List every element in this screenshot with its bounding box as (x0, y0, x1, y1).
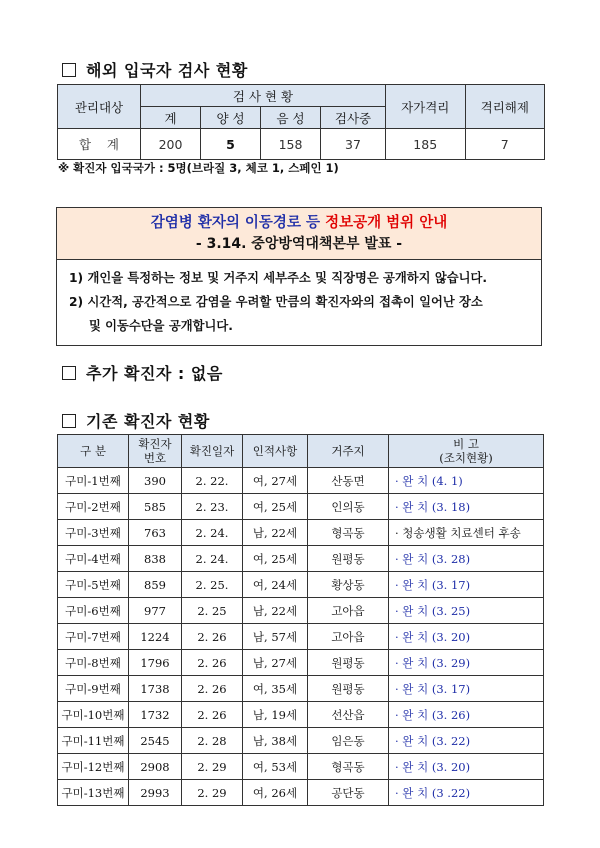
cell-residence: 인의동 (308, 494, 389, 520)
cell-residence: 원평동 (308, 650, 389, 676)
cell-date: 2. 25 (182, 598, 243, 624)
cell-division: 구미-1번째 (58, 468, 129, 494)
cell-residence: 산동면 (308, 468, 389, 494)
cell-number: 1738 (129, 676, 182, 702)
cell-residence: 선산읍 (308, 702, 389, 728)
table-row (58, 780, 544, 806)
header-case-number: 확진자 번호 (129, 435, 182, 468)
table-row (58, 520, 544, 546)
cell-number: 859 (129, 572, 182, 598)
header-residence: 거주지 (308, 435, 389, 468)
cell-negative: 158 (260, 129, 320, 160)
row-label: 합 계 (58, 129, 141, 160)
header-negative: 음 성 (260, 107, 320, 129)
existing-cases-table (57, 434, 544, 806)
header-self-quarantine: 자가격리 (385, 85, 465, 129)
cell-date: 2. 29 (182, 754, 243, 780)
cell-personal: 여, 35세 (243, 676, 308, 702)
cell-residence: 형곡동 (308, 520, 389, 546)
header-positive: 양 성 (201, 107, 261, 129)
notice-item-1: 1) 개인을 특정하는 정보 및 거주지 세부주소 및 직장명은 공개하지 않습니다. (69, 271, 488, 285)
checkbox-square-icon (62, 366, 76, 380)
cell-released: 7 (465, 129, 544, 160)
cell-date: 2. 24. (182, 520, 243, 546)
cell-date: 2. 24. (182, 546, 243, 572)
cell-division: 구미-7번째 (58, 624, 129, 650)
cell-date: 2. 22. (182, 468, 243, 494)
cell-number: 1732 (129, 702, 182, 728)
cell-personal: 여, 27세 (243, 468, 308, 494)
section-title-additional: 추가 확진자 : 없음 (62, 361, 223, 384)
cell-residence: 고아읍 (308, 624, 389, 650)
cell-date: 2. 28 (182, 728, 243, 754)
table-row (58, 598, 544, 624)
cell-number: 763 (129, 520, 182, 546)
cell-residence: 공단동 (308, 780, 389, 806)
checkbox-square-icon (62, 63, 76, 77)
section-title-overseas: 해외 입국자 검사 현황 (62, 58, 248, 81)
cell-personal: 남, 19세 (243, 702, 308, 728)
header-testing: 검사중 (321, 107, 386, 129)
cell-personal: 남, 22세 (243, 598, 308, 624)
overseas-test-table (57, 84, 545, 160)
cell-remark: · 완 치 (3 .22) (389, 780, 544, 806)
cell-division: 구미-3번째 (58, 520, 129, 546)
cell-division: 구미-9번째 (58, 676, 129, 702)
cell-residence: 원평동 (308, 546, 389, 572)
cell-residence: 형곡동 (308, 754, 389, 780)
cell-remark: · 완 치 (3. 17) (389, 572, 544, 598)
table-row (58, 728, 544, 754)
cell-division: 구미-2번째 (58, 494, 129, 520)
table-row (58, 650, 544, 676)
cell-remark: · 완 치 (3. 25) (389, 598, 544, 624)
cell-date: 2. 26 (182, 650, 243, 676)
header-released: 격리해제 (465, 85, 544, 129)
cell-remark: · 완 치 (3. 20) (389, 624, 544, 650)
cell-number: 838 (129, 546, 182, 572)
notice-header (57, 208, 541, 260)
cell-date: 2. 26 (182, 676, 243, 702)
cell-number: 390 (129, 468, 182, 494)
cell-number: 585 (129, 494, 182, 520)
cell-number: 2993 (129, 780, 182, 806)
cell-remark: · 완 치 (3. 22) (389, 728, 544, 754)
cell-division: 구미-12번째 (58, 754, 129, 780)
header-test-status: 검 사 현 황 (140, 85, 385, 107)
notice-item-2-line-1: 2) 시간적, 공간적으로 감염을 우려할 만큼의 확진자와의 접촉이 일어난 장소 (69, 295, 483, 309)
table-row (58, 546, 544, 572)
cell-residence: 원평동 (308, 676, 389, 702)
table-row (58, 494, 544, 520)
header-personal: 인적사항 (243, 435, 308, 468)
cell-date: 2. 26 (182, 702, 243, 728)
cell-positive: 5 (201, 129, 261, 160)
table-row (58, 754, 544, 780)
table-row (58, 129, 545, 160)
header-date: 확진일자 (182, 435, 243, 468)
cell-division: 구미-5번째 (58, 572, 129, 598)
cell-personal: 남, 27세 (243, 650, 308, 676)
table-row (58, 702, 544, 728)
cell-number: 1796 (129, 650, 182, 676)
section-title-existing: 기존 확진자 현황 (62, 409, 210, 432)
notice-body (57, 260, 541, 345)
cell-division: 구미-11번째 (58, 728, 129, 754)
header-total: 계 (140, 107, 200, 129)
cell-date: 2. 25. (182, 572, 243, 598)
cell-division: 구미-4번째 (58, 546, 129, 572)
cell-number: 977 (129, 598, 182, 624)
cell-remark: · 완 치 (3. 29) (389, 650, 544, 676)
notice-subtitle: - 3.14. 중앙방역대책본부 발표 - (195, 236, 403, 252)
cell-number: 1224 (129, 624, 182, 650)
cell-remark: · 완 치 (3. 18) (389, 494, 544, 520)
header-management: 관리대상 (58, 85, 141, 129)
header-remark: 비 고 (조치현황) (389, 435, 544, 468)
cell-number: 2908 (129, 754, 182, 780)
cell-personal: 남, 57세 (243, 624, 308, 650)
cell-personal: 남, 22세 (243, 520, 308, 546)
cell-self-quarantine: 185 (385, 129, 465, 160)
header-division: 구 분 (58, 435, 129, 468)
disclosure-notice-box (56, 207, 542, 346)
cell-personal: 여, 25세 (243, 494, 308, 520)
cell-residence: 고아읍 (308, 598, 389, 624)
cell-remark: · 완 치 (3. 28) (389, 546, 544, 572)
table-row (58, 572, 544, 598)
cell-personal: 여, 25세 (243, 546, 308, 572)
cell-date: 2. 26 (182, 624, 243, 650)
cell-residence: 황상동 (308, 572, 389, 598)
cell-residence: 임은동 (308, 728, 389, 754)
cell-date: 2. 23. (182, 494, 243, 520)
cell-division: 구미-8번째 (58, 650, 129, 676)
table-row (58, 468, 544, 494)
cell-number: 2545 (129, 728, 182, 754)
cell-personal: 남, 38세 (243, 728, 308, 754)
cell-remark: · 완 치 (3. 26) (389, 702, 544, 728)
cell-personal: 여, 53세 (243, 754, 308, 780)
cell-testing: 37 (321, 129, 386, 160)
cell-total: 200 (140, 129, 200, 160)
cell-personal: 여, 26세 (243, 780, 308, 806)
cell-date: 2. 29 (182, 780, 243, 806)
cell-remark: · 완 치 (3. 17) (389, 676, 544, 702)
notice-item-2-line-2: 및 이동수단을 공개합니다. (89, 319, 233, 333)
cell-division: 구미-10번째 (58, 702, 129, 728)
table-row (58, 624, 544, 650)
checkbox-square-icon (62, 414, 76, 428)
cell-remark: · 청송생활 치료센터 후송 (389, 520, 544, 546)
notice-title: 감염병 환자의 이동경로 등 정보공개 범위 안내 (150, 215, 448, 231)
cell-remark: · 완 치 (3. 20) (389, 754, 544, 780)
country-note: ※ 확진자 입국국가 : 5명(브라질 3, 체코 1, 스페인 1) (58, 161, 339, 175)
cell-division: 구미-6번째 (58, 598, 129, 624)
cell-remark: · 완 치 (4. 1) (389, 468, 544, 494)
cell-division: 구미-13번째 (58, 780, 129, 806)
table-row (58, 676, 544, 702)
cell-personal: 여, 24세 (243, 572, 308, 598)
